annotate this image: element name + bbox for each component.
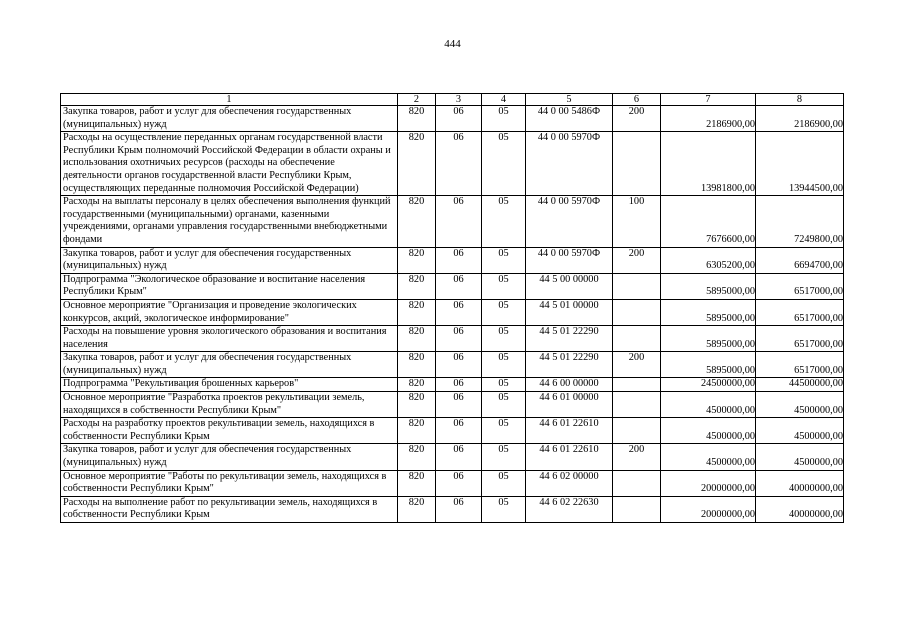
section-code-cell: 06 (436, 247, 482, 273)
expense-name-cell: Расходы на осуществление переданных органам государственной власти Республики Крым полномочий Российской Федерации в области охраны и использования охотничьих ресурсов (расходы на обеспечение деятельности органов государственной власти Республики Крым, осуществляющих переданные полномочия Российской Федерации) (61, 132, 398, 196)
subsection-code-cell: 05 (482, 299, 526, 325)
target-article-cell: 44 0 00 5970Ф (526, 132, 613, 196)
expense-type-cell (613, 132, 661, 196)
expense-type-cell (613, 418, 661, 444)
section-code-cell: 06 (436, 418, 482, 444)
column-number: 6 (613, 94, 661, 106)
expense-name-cell: Закупка товаров, работ и услуг для обеспечения государственных (муниципальных) нужд (61, 247, 398, 273)
section-code-cell: 06 (436, 392, 482, 418)
subsection-code-cell: 05 (482, 444, 526, 470)
amount-year2-cell: 6517000,00 (756, 273, 844, 299)
target-article-cell: 44 0 00 5486Ф (526, 106, 613, 132)
subsection-code-cell: 05 (482, 106, 526, 132)
subsection-code-cell: 05 (482, 326, 526, 352)
expense-type-cell: 200 (613, 106, 661, 132)
expense-name-cell: Расходы на разработку проектов рекультивации земель, находящихся в собственности Республики Крым (61, 418, 398, 444)
column-number: 7 (661, 94, 756, 106)
budget-table (60, 93, 844, 523)
amount-year1-cell: 2186900,00 (661, 106, 756, 132)
subsection-code-cell: 05 (482, 273, 526, 299)
ministry-code-cell: 820 (398, 196, 436, 247)
amount-year2-cell: 44500000,00 (756, 378, 844, 392)
ministry-code-cell: 820 (398, 132, 436, 196)
target-article-cell: 44 0 00 5970Ф (526, 196, 613, 247)
subsection-code-cell: 05 (482, 132, 526, 196)
amount-year1-cell: 20000000,00 (661, 496, 756, 522)
amount-year1-cell: 7676600,00 (661, 196, 756, 247)
section-code-cell: 06 (436, 196, 482, 247)
subsection-code-cell: 05 (482, 247, 526, 273)
target-article-cell: 44 0 00 5970Ф (526, 247, 613, 273)
ministry-code-cell: 820 (398, 247, 436, 273)
column-number-row (61, 94, 844, 106)
expense-name-cell: Основное мероприятие "Работы по рекультивации земель, находящихся в собственности Республики Крым" (61, 470, 398, 496)
amount-year2-cell: 4500000,00 (756, 392, 844, 418)
expense-name-cell: Расходы на выполнение работ по рекультивации земель, находящихся в собственности Республики Крым (61, 496, 398, 522)
section-code-cell: 06 (436, 496, 482, 522)
expense-name-cell: Расходы на повышение уровня экологического образования и воспитания населения (61, 326, 398, 352)
amount-year2-cell: 6694700,00 (756, 247, 844, 273)
table-row (61, 392, 844, 418)
section-code-cell: 06 (436, 378, 482, 392)
amount-year2-cell: 2186900,00 (756, 106, 844, 132)
table-row (61, 273, 844, 299)
ministry-code-cell: 820 (398, 470, 436, 496)
section-code-cell: 06 (436, 470, 482, 496)
amount-year2-cell: 6517000,00 (756, 299, 844, 325)
amount-year2-cell: 7249800,00 (756, 196, 844, 247)
section-code-cell: 06 (436, 106, 482, 132)
section-code-cell: 06 (436, 299, 482, 325)
amount-year2-cell: 6517000,00 (756, 326, 844, 352)
ministry-code-cell: 820 (398, 496, 436, 522)
ministry-code-cell: 820 (398, 299, 436, 325)
target-article-cell: 44 5 00 00000 (526, 273, 613, 299)
table-row (61, 326, 844, 352)
column-number: 3 (436, 94, 482, 106)
expense-type-cell (613, 378, 661, 392)
target-article-cell: 44 5 01 22290 (526, 352, 613, 378)
target-article-cell: 44 6 02 22630 (526, 496, 613, 522)
ministry-code-cell: 820 (398, 392, 436, 418)
section-code-cell: 06 (436, 273, 482, 299)
expense-type-cell (613, 392, 661, 418)
section-code-cell: 06 (436, 326, 482, 352)
expense-name-cell: Подпрограмма "Рекультивация брошенных карьеров" (61, 378, 398, 392)
table-row (61, 299, 844, 325)
subsection-code-cell: 05 (482, 496, 526, 522)
table-body (61, 94, 844, 523)
ministry-code-cell: 820 (398, 106, 436, 132)
expense-type-cell (613, 496, 661, 522)
amount-year1-cell: 4500000,00 (661, 444, 756, 470)
table-row (61, 418, 844, 444)
column-number: 5 (526, 94, 613, 106)
table-row (61, 132, 844, 196)
amount-year2-cell: 6517000,00 (756, 352, 844, 378)
expense-type-cell (613, 326, 661, 352)
subsection-code-cell: 05 (482, 378, 526, 392)
ministry-code-cell: 820 (398, 352, 436, 378)
ministry-code-cell: 820 (398, 418, 436, 444)
expense-name-cell: Расходы на выплаты персоналу в целях обеспечения выполнения функций государственными (муниципальными) органами, казенными учреждениями, органами управления государственными внебюджетными фондами (61, 196, 398, 247)
amount-year1-cell: 20000000,00 (661, 470, 756, 496)
amount-year1-cell: 6305200,00 (661, 247, 756, 273)
subsection-code-cell: 05 (482, 470, 526, 496)
expense-type-cell: 200 (613, 352, 661, 378)
column-number: 4 (482, 94, 526, 106)
target-article-cell: 44 6 00 00000 (526, 378, 613, 392)
ministry-code-cell: 820 (398, 444, 436, 470)
column-number: 8 (756, 94, 844, 106)
expense-type-cell (613, 470, 661, 496)
target-article-cell: 44 5 01 22290 (526, 326, 613, 352)
column-number: 1 (61, 94, 398, 106)
expense-name-cell: Основное мероприятие "Организация и проведение экологических конкурсов, акций, экологическое информирование" (61, 299, 398, 325)
target-article-cell: 44 5 01 00000 (526, 299, 613, 325)
expense-type-cell (613, 299, 661, 325)
table-row (61, 106, 844, 132)
table-row (61, 496, 844, 522)
target-article-cell: 44 6 01 22610 (526, 444, 613, 470)
ministry-code-cell: 820 (398, 273, 436, 299)
target-article-cell: 44 6 02 00000 (526, 470, 613, 496)
table-row (61, 470, 844, 496)
table-row (61, 378, 844, 392)
amount-year1-cell: 5895000,00 (661, 352, 756, 378)
section-code-cell: 06 (436, 132, 482, 196)
subsection-code-cell: 05 (482, 352, 526, 378)
amount-year1-cell: 5895000,00 (661, 326, 756, 352)
expense-name-cell: Закупка товаров, работ и услуг для обеспечения государственных (муниципальных) нужд (61, 106, 398, 132)
amount-year1-cell: 4500000,00 (661, 392, 756, 418)
amount-year2-cell: 13944500,00 (756, 132, 844, 196)
expense-name-cell: Основное мероприятие "Разработка проектов рекультивации земель, находящихся в собственности Республики Крым" (61, 392, 398, 418)
target-article-cell: 44 6 01 00000 (526, 392, 613, 418)
amount-year1-cell: 5895000,00 (661, 299, 756, 325)
expense-type-cell: 100 (613, 196, 661, 247)
expense-type-cell: 200 (613, 247, 661, 273)
section-code-cell: 06 (436, 444, 482, 470)
expense-type-cell: 200 (613, 444, 661, 470)
section-code-cell: 06 (436, 352, 482, 378)
ministry-code-cell: 820 (398, 378, 436, 392)
amount-year2-cell: 40000000,00 (756, 470, 844, 496)
subsection-code-cell: 05 (482, 418, 526, 444)
amount-year2-cell: 40000000,00 (756, 496, 844, 522)
expense-name-cell: Закупка товаров, работ и услуг для обеспечения государственных (муниципальных) нужд (61, 352, 398, 378)
amount-year1-cell: 13981800,00 (661, 132, 756, 196)
amount-year2-cell: 4500000,00 (756, 444, 844, 470)
amount-year2-cell: 4500000,00 (756, 418, 844, 444)
amount-year1-cell: 5895000,00 (661, 273, 756, 299)
subsection-code-cell: 05 (482, 392, 526, 418)
subsection-code-cell: 05 (482, 196, 526, 247)
target-article-cell: 44 6 01 22610 (526, 418, 613, 444)
table-row (61, 444, 844, 470)
amount-year1-cell: 4500000,00 (661, 418, 756, 444)
expense-type-cell (613, 273, 661, 299)
expense-name-cell: Закупка товаров, работ и услуг для обеспечения государственных (муниципальных) нужд (61, 444, 398, 470)
amount-year1-cell: 24500000,00 (661, 378, 756, 392)
column-number: 2 (398, 94, 436, 106)
page-number: 444 (444, 38, 461, 50)
table-row (61, 352, 844, 378)
table-row (61, 196, 844, 247)
table-row (61, 247, 844, 273)
expense-name-cell: Подпрограмма "Экологическое образование и воспитание населения Республики Крым" (61, 273, 398, 299)
ministry-code-cell: 820 (398, 326, 436, 352)
